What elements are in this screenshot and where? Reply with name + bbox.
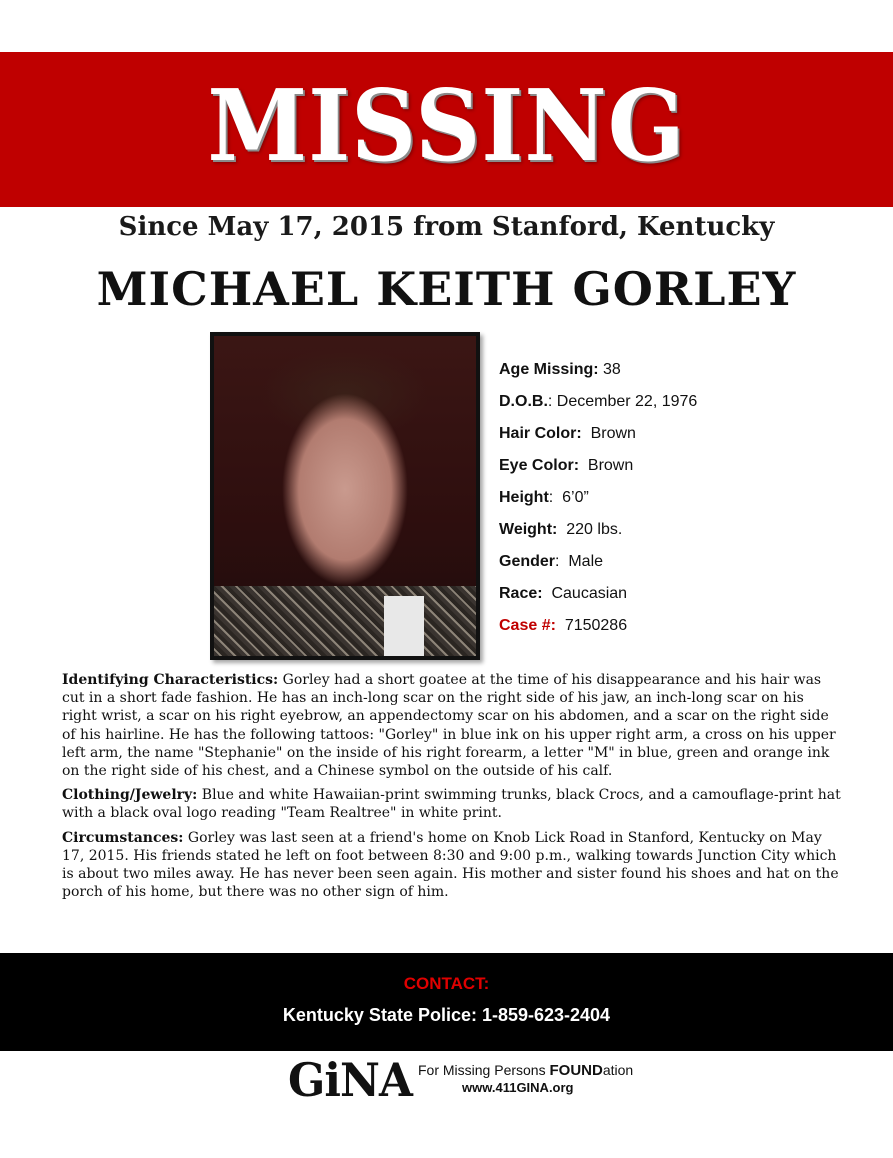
fact-value: 220 lbs. (557, 521, 623, 538)
person-name: MICHAEL KEITH GORLEY (96, 262, 797, 316)
fact-value: Brown (581, 425, 636, 442)
fact-label: Eye Color: (499, 457, 580, 474)
fact-age-missing (499, 358, 697, 390)
fact-race (499, 582, 697, 614)
fact-value: : 6’0” (548, 489, 589, 506)
fact-eye-color (499, 454, 697, 486)
photo-tee (384, 596, 424, 656)
section-text: Gorley had a short goatee at the time of his disappearance and his hair was cut in a short fade fashion. He has an inch-long scar on the right side of his jaw, an inch-long scar on his right wrist, a scar on his right eyebrow, an appendectomy scar on his abdomen, and a scar on the right side of his hairline. He has the following tattoos: "Gorley" in blue ink on his upper right arm, a cross on his upper left arm, the name "Stephanie" on the inside of his right forearm, a letter "M" in blue, green and orange ink on the right side of his chest, and a Chinese symbol on the outside of his calf. (62, 672, 836, 780)
tagline-suffix: ation (602, 1062, 634, 1078)
fact-label: Weight: (499, 521, 558, 538)
facts-list (499, 358, 697, 646)
missing-banner (0, 52, 893, 207)
clothing-jewelry (62, 786, 842, 822)
photo-shirt (214, 586, 476, 656)
gina-footer-logo (288, 1053, 634, 1107)
fact-label: Hair Color: (499, 425, 582, 442)
fact-dob (499, 390, 697, 422)
person-photo (210, 332, 480, 660)
identifying-characteristics (62, 671, 842, 780)
fact-value: : Male (555, 553, 604, 570)
banner-title: MISSING (207, 69, 686, 184)
fact-label: Height (499, 489, 549, 506)
fact-gender (499, 550, 697, 582)
contact-bar (0, 953, 893, 1051)
fact-label: Age Missing: (499, 361, 599, 378)
gina-logo-mark: GiNA (288, 1053, 412, 1107)
section-label: Circumstances: (62, 829, 184, 846)
circumstances (62, 829, 842, 902)
section-text: Gorley was last seen at a friend's home on Knob Lick Road in Stanford, Kentucky on May 17, 2015. His friends stated he left on foot between 8:30 and 9:00 p.m., walking towards Junction City which is about two miles away. He has never been seen again. His mother and sister found his shoes and hat on the porch of his home, but there was no other sign of him. (62, 829, 839, 901)
contact-phone: Kentucky State Police: 1-859-623-2404 (282, 1005, 611, 1025)
contact-title: CONTACT: (403, 974, 490, 993)
fact-weight (499, 518, 697, 550)
fact-label: Case #: (499, 617, 556, 634)
tagline-bold: FOUND (549, 1062, 603, 1079)
fact-value: Brown (579, 457, 634, 474)
fact-value: 38 (598, 361, 621, 378)
section-label: Clothing/Jewelry: (62, 787, 198, 804)
fact-case-number (499, 614, 697, 646)
gina-url: www.411GINA.org (462, 1080, 574, 1095)
fact-value: 7150286 (555, 617, 628, 634)
missing-since-subtitle: Since May 17, 2015 from Stanford, Kentucky (118, 212, 775, 242)
fact-value: : December 22, 1976 (547, 393, 698, 410)
gina-tagline (418, 1062, 633, 1079)
section-label: Identifying Characteristics: (62, 672, 279, 688)
case-details (62, 671, 842, 907)
tagline-prefix: For Missing Persons (418, 1062, 550, 1078)
fact-height (499, 486, 697, 518)
section-text: Blue and white Hawaiian-print swimming trunks, black Crocs, and a camouflage-print hat with a black oval logo reading "Team Realtree" in white print. (62, 787, 841, 822)
fact-label: D.O.B. (499, 393, 548, 410)
fact-hair-color (499, 422, 697, 454)
fact-label: Race: (499, 585, 543, 602)
fact-label: Gender (499, 553, 556, 570)
fact-value: Caucasian (542, 585, 628, 602)
